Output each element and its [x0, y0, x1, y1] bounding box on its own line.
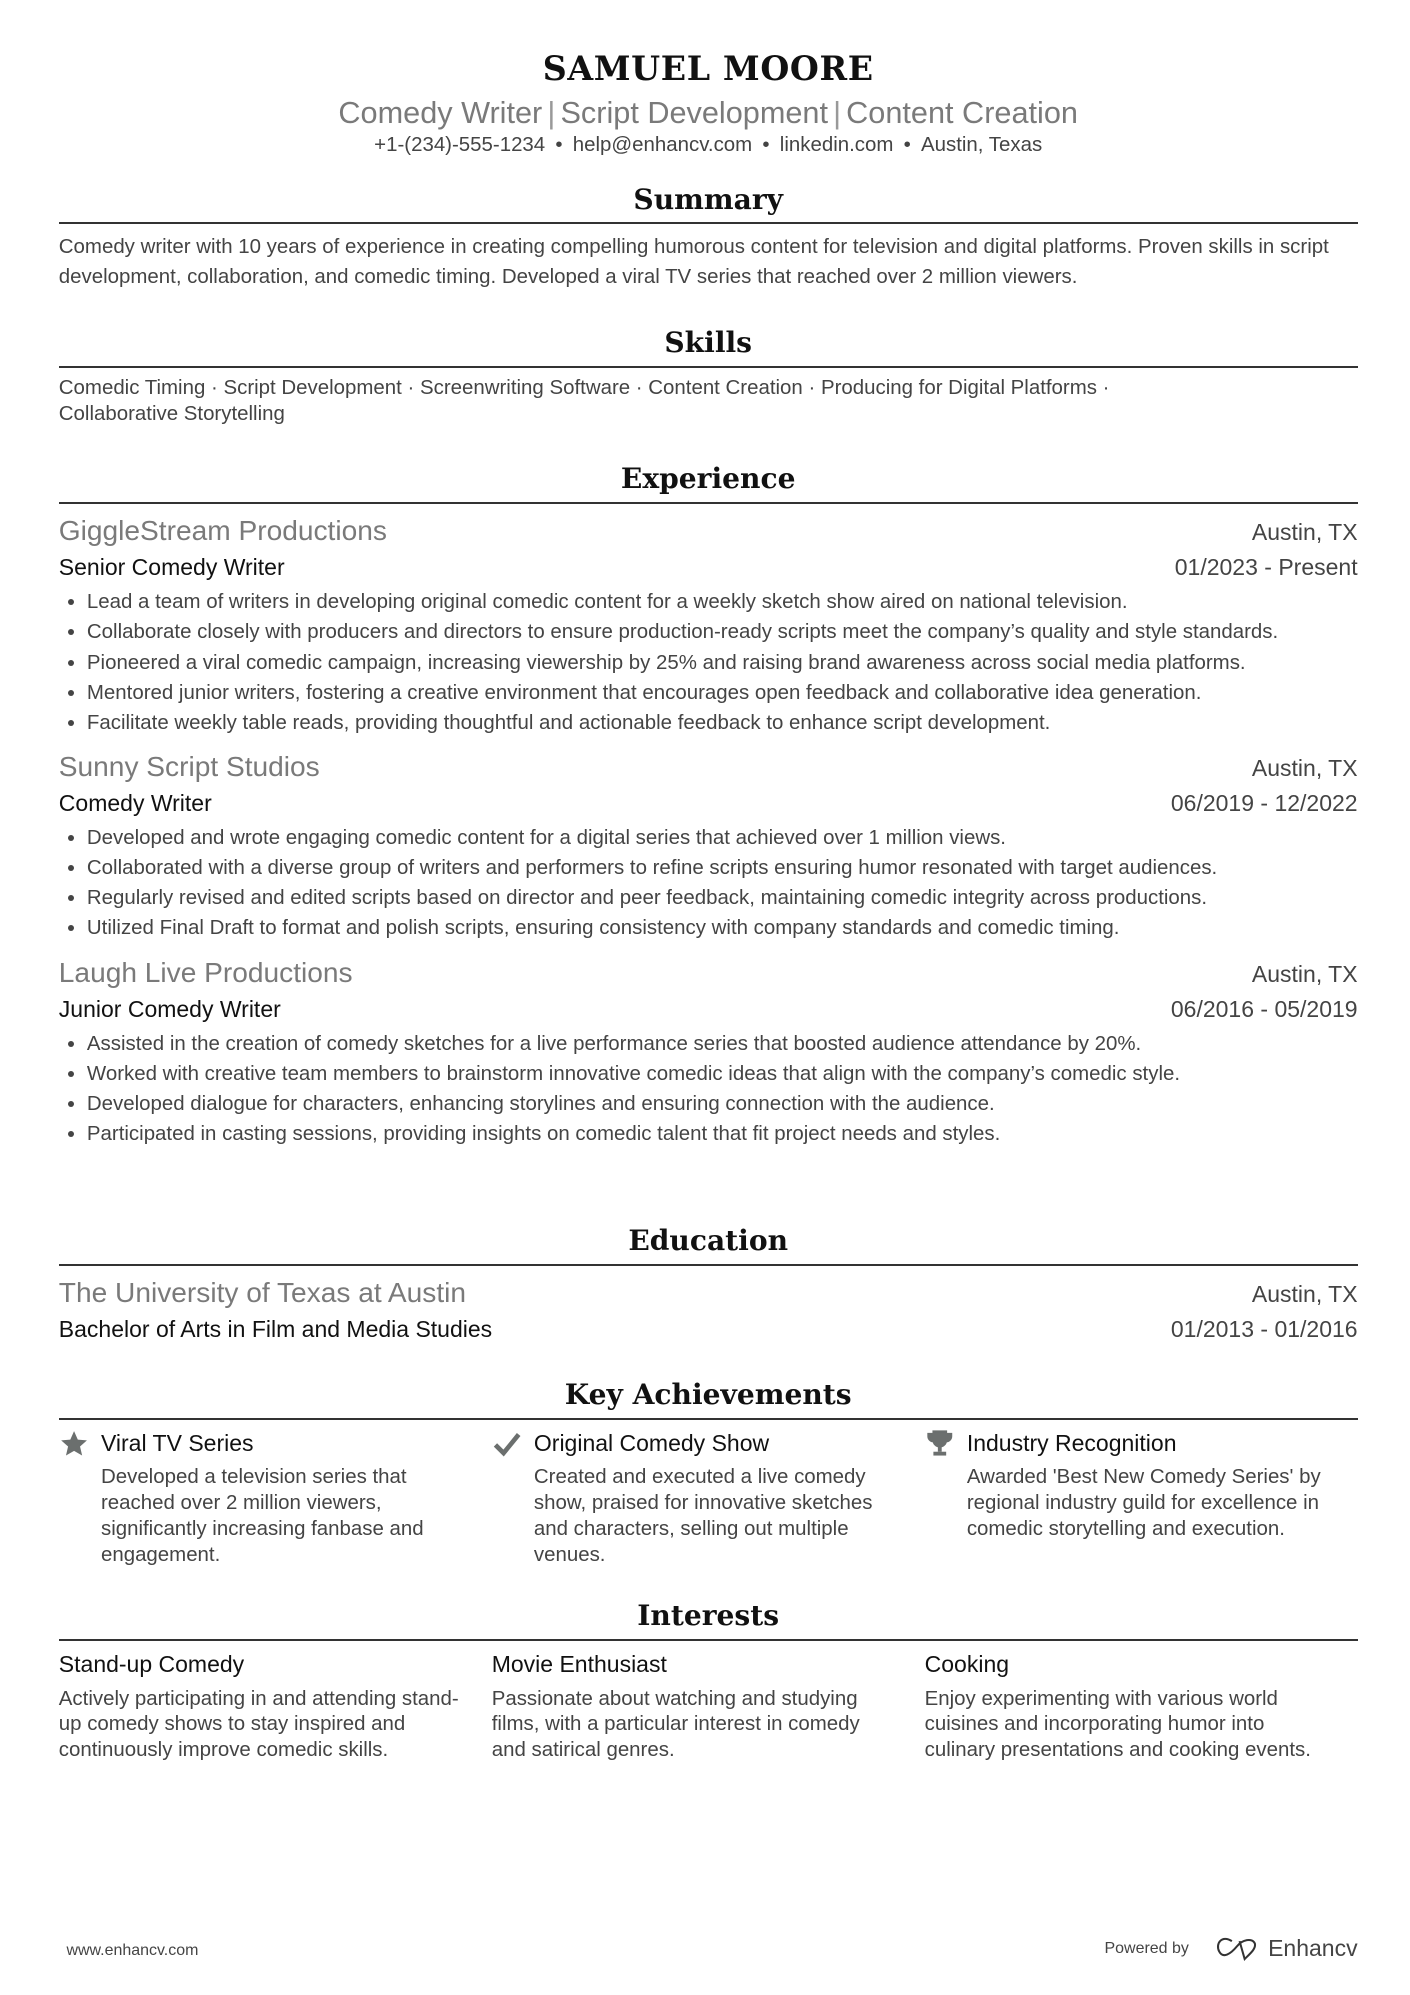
job-bullet: • Assisted in the creation of comedy sketches for a live performance series that boosted audience attendance by 20%. [87, 1029, 1358, 1059]
summary-text: Comedy writer with 10 years of experience in creating compelling humorous content for television and digital platforms. Proven skills in script development, collaboration, and comedic timing. Developed a viral TV series that reached over 2 million viewers. [58, 235, 1329, 289]
job-bullets [59, 1029, 1358, 1149]
interest-description: Enjoy experimenting with various world cuisines and incorporating humor into culinary presentations and cooking events. [924, 1686, 1311, 1762]
job-bullet: • Utilized Final Draft to format and polish scripts, ensuring consistency with company standards and comedic timing. [87, 913, 1358, 943]
job-entry [59, 512, 1358, 738]
interest-description: Actively participating in and attending stand-up comedy shows to stay inspired and continuously improve comedic skills. [58, 1686, 459, 1762]
section-heading: Education [628, 1224, 789, 1258]
achievement-title: Industry Recognition [966, 1430, 1177, 1457]
school-location: Austin, TX [1251, 1280, 1358, 1307]
candidate-name: SAMUEL MOORE [542, 48, 874, 88]
separator: | [833, 95, 842, 130]
job-bullet: • Mentored junior writers, fostering a creative environment that encourages open feedback and collaborative idea generation. [87, 678, 1358, 708]
job-dates: 01/2023 - Present [1174, 554, 1358, 581]
job-location: Austin, TX [1251, 519, 1358, 546]
interest-description: Passionate about watching and studying films, with a particular interest in comedy and satirical genres. [491, 1686, 860, 1762]
linkedin-link[interactable]: linkedin.com [779, 132, 894, 156]
brand-name: Enhancv [1268, 1935, 1358, 1962]
achievement-description: Awarded 'Best New Comedy Series' by regional industry guild for excellence in comedic storytelling and execution. [966, 1465, 1321, 1541]
job-bullet: • Collaborated with a diverse group of writers and performers to refine scripts ensuring humor resonated with target audiences. [87, 853, 1358, 883]
contact-info [59, 133, 1358, 157]
company-name: GiggleStream Productions [58, 515, 387, 547]
company-name: Sunny Script Studios [58, 750, 320, 782]
headline [59, 96, 1358, 131]
achievement-title: Viral TV Series [100, 1430, 254, 1457]
job-location: Austin, TX [1251, 754, 1358, 781]
job-bullet: • Worked with creative team members to brainstorm innovative comedic ideas that align with the company’s comedic style. [87, 1059, 1358, 1089]
achievement-description: Developed a television series that reached over 2 million viewers, significantly increasing fanbase and engagement. [100, 1465, 424, 1567]
separator: | [547, 95, 556, 130]
footer-website[interactable]: www.enhancv.com [66, 1941, 199, 1959]
experience-section [59, 461, 1358, 1159]
job-dates: 06/2019 - 12/2022 [1170, 790, 1358, 817]
achievement-title: Original Comedy Show [533, 1430, 770, 1457]
achievement-item [492, 1427, 925, 1568]
job-bullet: • Developed dialogue for characters, enhancing storylines and ensuring connection with the audience. [87, 1089, 1358, 1119]
divider [59, 1639, 1358, 1641]
separator: • [555, 132, 563, 156]
achievement-item [925, 1427, 1358, 1568]
education-dates: 01/2013 - 01/2016 [1170, 1316, 1358, 1343]
headline-title: Comedy Writer [338, 95, 543, 130]
separator: • [762, 132, 770, 156]
interest-title: Stand-up Comedy [58, 1651, 245, 1678]
divider [59, 1418, 1358, 1420]
summary-section [59, 182, 1358, 293]
powered-by-label: Powered by [1104, 1939, 1189, 1957]
job-title: Comedy Writer [58, 790, 212, 817]
phone: +1-(234)-555-1234 [374, 132, 546, 156]
school-name: The University of Texas at Austin [58, 1276, 467, 1308]
divider [59, 366, 1358, 368]
skills-section [59, 325, 1358, 428]
degree: Bachelor of Arts in Film and Media Studies [58, 1316, 493, 1343]
headline-title: Content Creation [846, 95, 1078, 130]
job-location: Austin, TX [1251, 960, 1358, 987]
enhancv-logo-icon [1214, 1936, 1260, 1962]
interest-item [925, 1648, 1358, 1763]
interest-title: Movie Enthusiast [491, 1651, 667, 1678]
job-title: Senior Comedy Writer [58, 554, 285, 581]
interest-item [492, 1648, 925, 1763]
star-icon [59, 1430, 90, 1458]
education-section [59, 1223, 1358, 1346]
job-bullet: • Facilitate weekly table reads, providing thoughtful and actionable feedback to enhance script development. [87, 708, 1358, 738]
interest-title: Cooking [924, 1651, 1010, 1678]
job-bullet: • Pioneered a viral comedic campaign, increasing viewership by 25% and raising brand awareness across social media platforms. [87, 648, 1358, 678]
job-bullet: • Regularly revised and edited scripts based on director and peer feedback, maintaining comedic integrity across productions. [87, 883, 1358, 913]
trophy-icon [925, 1430, 956, 1458]
job-bullet: • Participated in casting sessions, providing insights on comedic talent that fit project needs and styles. [87, 1119, 1358, 1149]
location: Austin, Texas [921, 132, 1043, 156]
job-bullet: • Lead a team of writers in developing original comedic content for a weekly sketch show aired on national television. [87, 587, 1358, 617]
job-bullets [59, 823, 1358, 943]
job-entry [59, 748, 1358, 944]
interests-section [59, 1598, 1358, 1763]
separator: • [903, 132, 911, 156]
section-heading: Skills [664, 325, 752, 359]
achievements-section [59, 1377, 1358, 1568]
interest-item [59, 1648, 492, 1763]
footer-branding [1105, 1935, 1358, 1962]
section-heading: Interests [637, 1598, 780, 1632]
job-bullets [59, 587, 1358, 737]
job-dates: 06/2016 - 05/2019 [1170, 996, 1358, 1023]
job-title: Junior Comedy Writer [58, 996, 281, 1023]
achievement-item [59, 1427, 492, 1568]
section-heading: Experience [620, 462, 796, 496]
email-link[interactable]: help@enhancv.com [572, 132, 753, 156]
job-bullet: • Developed and wrote engaging comedic content for a digital series that achieved over 1 million views. [87, 823, 1358, 853]
divider [59, 502, 1358, 504]
skills-list: Comedic Timing · Script Development · Screenwriting Software · Content Creation · Producing for Digital Platforms · Collaborative Storytelling [58, 376, 1110, 426]
divider [59, 1264, 1358, 1266]
job-bullet: • Collaborate closely with producers and directors to ensure production-ready scripts meet the company’s quality and style standards. [87, 617, 1358, 647]
section-heading: Key Achievements [564, 1377, 852, 1411]
achievement-description: Created and executed a live comedy show, praised for innovative sketches and characters, selling out multiple venues. [533, 1465, 873, 1567]
checkmark-icon [492, 1430, 523, 1458]
section-heading: Summary [633, 182, 783, 216]
job-entry [59, 954, 1358, 1150]
divider [59, 222, 1358, 224]
company-name: Laugh Live Productions [58, 956, 353, 988]
headline-title: Script Development [560, 95, 828, 130]
